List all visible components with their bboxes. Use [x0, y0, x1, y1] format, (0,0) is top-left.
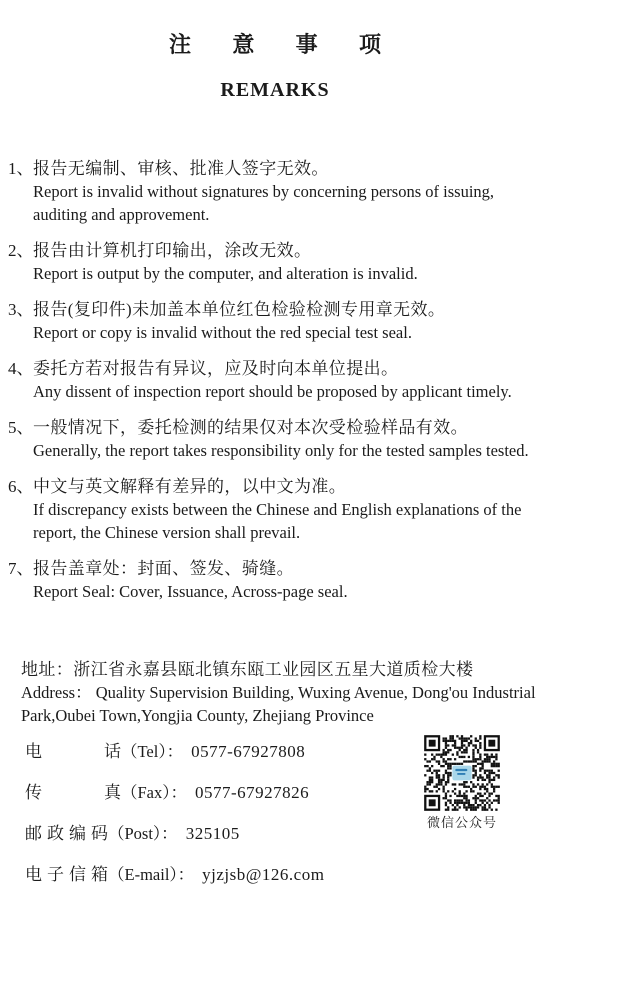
item-body [33, 298, 611, 344]
label-char: 真 [104, 783, 121, 802]
contact-label-en: （E-mail）： [108, 865, 195, 884]
title-char: 意 [232, 32, 255, 57]
remark-text-en: Generally, the report takes responsibility only for the tested samples tested. [33, 441, 529, 460]
contact-label-zh [25, 740, 121, 763]
contact-label-zh [25, 863, 108, 886]
item-number: 3、 [8, 300, 34, 319]
label-char: 信 [69, 865, 86, 884]
label-char: 码 [91, 824, 108, 843]
item-body [33, 416, 611, 462]
address-block [0, 658, 623, 727]
contact-value: yjzjsb@126.com [202, 865, 325, 884]
title-char: 事 [295, 32, 318, 57]
label-char: 政 [47, 824, 64, 843]
remark-text-zh: 一般情况下，委托检测的结果仅对本次受检验样品有效。 [33, 418, 468, 437]
contact-value: 0577-67927808 [191, 742, 306, 761]
remark-text-zh: 报告无编制、审核、批准人签字无效。 [33, 159, 329, 178]
remark-text-en: report, the Chinese version shall prevail. [33, 523, 301, 542]
contact-label-zh [25, 822, 108, 845]
remark-text-zh: 报告由计算机打印输出，涂改无效。 [33, 241, 312, 260]
address-en: Address： Quality Supervision Building, Wuxing Avenue, Dong'ou Industrial [21, 683, 536, 702]
remark-text-en: Report is output by the computer, and alteration is invalid. [33, 264, 418, 283]
item-body [33, 557, 611, 603]
item-body [33, 475, 611, 544]
page-title-english: REMARKS [220, 79, 330, 101]
remark-text-zh: 报告(复印件)未加盖本单位红色检验检测专用章无效。 [33, 300, 446, 319]
contact-label-en: （Tel）： [121, 742, 184, 761]
contact-row-fax [25, 781, 623, 804]
page-title-chinese-row [169, 31, 381, 59]
contact-label-zh [25, 781, 121, 804]
title-char: 注 [169, 32, 192, 57]
page-title-chinese [0, 31, 550, 59]
address-zh: 地址：浙江省永嘉县瓯北镇东瓯工业园区五星大道质检大楼 [21, 660, 474, 679]
label-char: 话 [104, 742, 121, 761]
title-char: 项 [358, 32, 381, 57]
wechat-qr-caption: 微信公众号 [426, 815, 497, 830]
item-number: 4、 [8, 359, 34, 378]
label-char: 箱 [91, 865, 108, 884]
item-number: 2、 [8, 241, 34, 260]
item-number: 5、 [8, 418, 34, 437]
contact-value: 0577-67927826 [195, 783, 310, 802]
item-number: 7、 [8, 559, 34, 578]
remark-text-en: Report or copy is invalid without the red special test seal. [33, 323, 412, 342]
item-number: 1、 [8, 159, 34, 178]
contact-row-post [25, 822, 623, 845]
remark-item [8, 239, 611, 285]
address-en: Park,Oubei Town,Yongjia County, Zhejiang Province [21, 706, 374, 725]
remark-item [8, 557, 611, 603]
label-char: 子 [47, 865, 64, 884]
label-char: 电 [25, 865, 42, 884]
remark-text-zh: 中文与英文解释有差异的，以中文为准。 [33, 477, 347, 496]
remark-item [8, 475, 611, 544]
remark-text-en: Report Seal: Cover, Issuance, Across-page seal. [33, 582, 348, 601]
contact-label-en: （Fax）： [121, 783, 187, 802]
item-body [33, 357, 611, 403]
item-number: 6、 [8, 477, 34, 496]
contact-row-tel [25, 740, 623, 763]
remark-text-zh: 报告盖章处：封面、签发、骑缝。 [33, 559, 294, 578]
label-char: 编 [69, 824, 86, 843]
remarks-list [0, 157, 623, 603]
wechat-qr-code-icon [424, 734, 500, 812]
remark-text-en: Report is invalid without signatures by concerning persons of issuing, [33, 182, 495, 201]
item-body [33, 157, 611, 226]
remark-item [8, 157, 611, 226]
contact-value: 325105 [185, 824, 240, 843]
label-char: 电 [25, 742, 42, 761]
contact-info [0, 740, 623, 886]
label-char: 传 [25, 783, 42, 802]
page-header [0, 0, 550, 102]
remark-item [8, 298, 611, 344]
contact-label-en: （Post）： [108, 824, 178, 843]
remark-text-en: Any dissent of inspection report should be proposed by applicant timely. [33, 382, 512, 401]
remark-item [8, 357, 611, 403]
remark-text-zh: 委托方若对报告有异议，应及时向本单位提出。 [33, 359, 399, 378]
remark-text-en: auditing and approvement. [33, 205, 210, 224]
contact-row-email [25, 863, 623, 886]
remark-item [8, 416, 611, 462]
remark-text-en: If discrepancy exists between the Chinese and English explanations of the [33, 500, 522, 519]
item-body [33, 239, 611, 285]
label-char: 邮 [25, 824, 42, 843]
wechat-qr-block [424, 734, 500, 831]
